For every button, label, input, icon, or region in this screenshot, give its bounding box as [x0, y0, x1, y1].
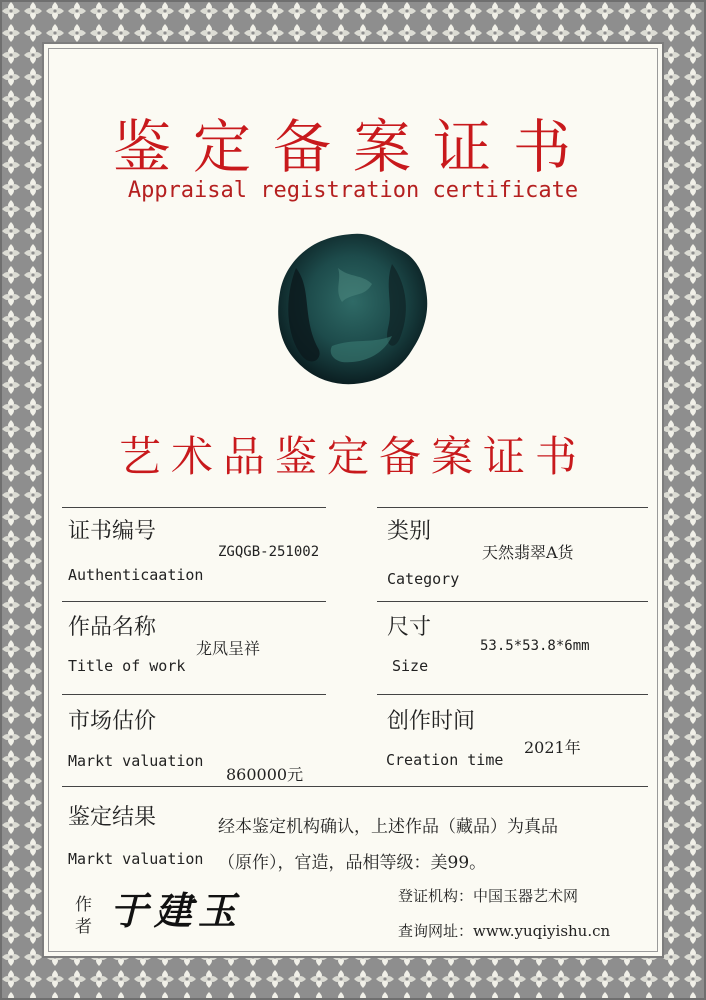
certificate-title-secondary: 艺术品鉴定备案证书: [118, 432, 587, 481]
cert-no-label: 证书编号: [68, 519, 157, 544]
cert-no-label-en: Authenticaation: [68, 566, 204, 584]
size-label: 尺寸: [387, 615, 432, 640]
work-name-value: 龙凤呈祥: [196, 639, 261, 658]
result-text-line2: （原作），官造，品相等级：美99。: [218, 853, 487, 873]
creation-time-label-en: Creation time: [386, 751, 504, 769]
row-divider: [377, 694, 648, 695]
row-divider: [62, 507, 326, 508]
category-value: 天然翡翠A货: [482, 543, 574, 562]
registry-org: 登证机构：中国玉器艺术网: [398, 887, 579, 905]
row-divider: [377, 507, 648, 508]
category-label-en: Category: [387, 570, 460, 588]
cert-no-value: ZGQGB-251002: [218, 544, 320, 560]
registry-site[interactable]: 查询网址：www.yuqiyishu.cn: [398, 922, 611, 940]
row-divider: [62, 601, 326, 602]
result-label: 鉴定结果: [68, 805, 157, 830]
valuation-label: 市场估价: [68, 709, 157, 734]
row-divider: [62, 694, 326, 695]
work-name-label: 作品名称: [68, 615, 157, 640]
category-label: 类别: [387, 519, 432, 544]
certificate-title: 鉴定备案证书: [112, 113, 593, 181]
author-signature: 于建玉: [110, 888, 243, 933]
result-label-en: Markt valuation: [68, 850, 204, 868]
creation-time-label: 创作时间: [387, 709, 476, 734]
creation-time-value: 2021年: [524, 738, 581, 757]
row-divider: [377, 601, 648, 602]
author-label-bottom: 者: [75, 917, 92, 937]
size-value: 53.5*53.8*6mm: [480, 638, 590, 654]
valuation-value: 860000元: [226, 765, 304, 784]
certificate-subtitle: Appraisal registration certificate: [127, 178, 579, 203]
size-label-en: Size: [392, 657, 429, 675]
valuation-label-en: Markt valuation: [68, 752, 204, 770]
result-text-line1: 经本鉴定机构确认，上述作品（藏品）为真品: [218, 817, 558, 837]
work-name-label-en: Title of work: [68, 657, 186, 675]
author-label-top: 作: [75, 895, 92, 915]
jade-pendant-photo: [272, 228, 432, 388]
row-divider: [62, 786, 648, 787]
